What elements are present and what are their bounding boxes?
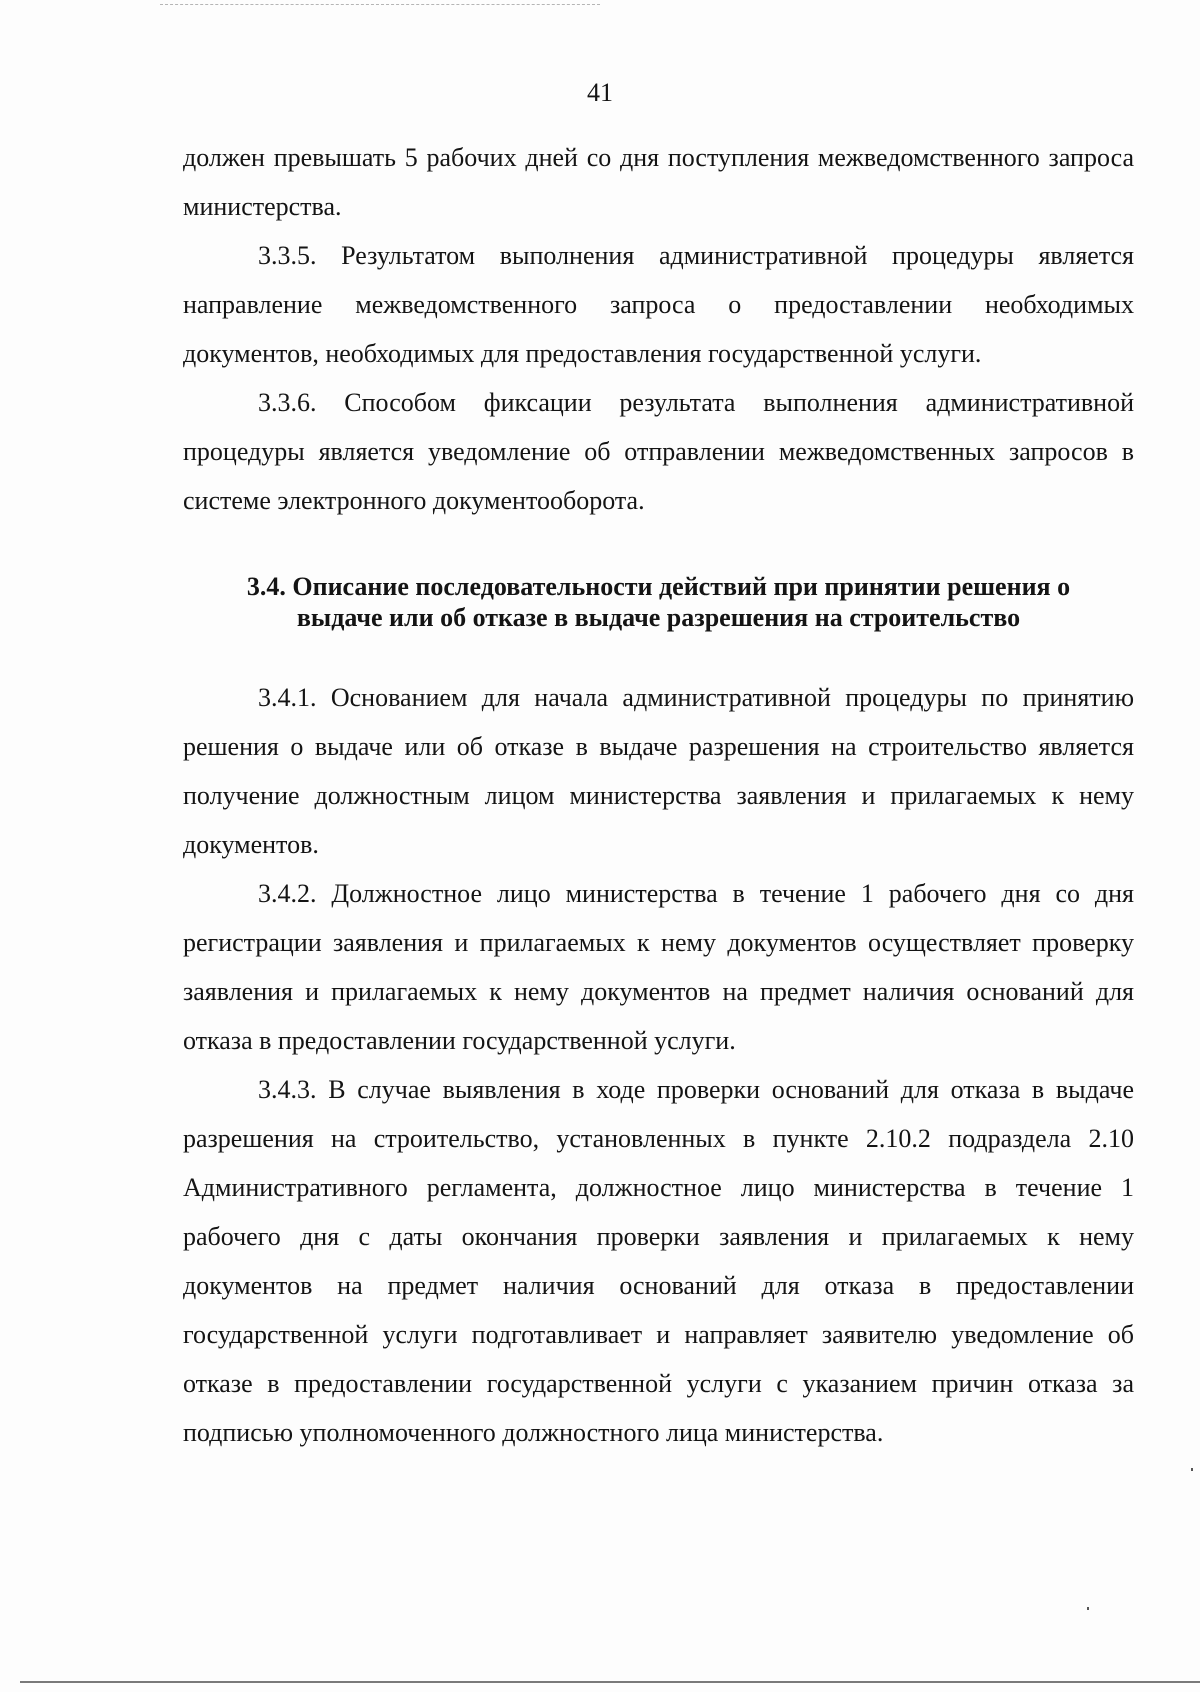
paragraph-continuation: должен превышать 5 рабочих дней со дня поступления межведомственного запроса министерства. — [183, 143, 1134, 221]
scan-edge-bottom — [20, 1681, 1200, 1683]
scan-speck — [1087, 1607, 1089, 1610]
heading-spacer — [183, 633, 1134, 673]
section-heading-line-2: выдаче или об отказе в выдаче разрешения на строительство — [296, 603, 1021, 632]
document-body — [183, 133, 1134, 1457]
paragraph-3-4-2: 3.4.2. Должностное лицо министерства в течение 1 рабочего дня со дня регистрации заявления и прилагаемых к нему документов осуществляет проверку заявления и прилагаемых к нему документов на предмет наличия оснований для отказа в предоставлении государственной услуги. — [183, 879, 1134, 1055]
scan-speck — [1191, 1468, 1193, 1471]
paragraph-3-3-5: 3.3.5. Результатом выполнения административной процедуры является направление межведомственного запроса о предоставлении необходимых документов, необходимых для предоставления государственной услуги. — [183, 241, 1134, 368]
paragraph-3-4-1: 3.4.1. Основанием для начала административной процедуры по принятию решения о выдаче или об отказе в выдаче разрешения на строительство является получение должностным лицом министерства заявления и прилагаемых к нему документов. — [183, 683, 1134, 859]
paragraph-3-3-6: 3.3.6. Способом фиксации результата выполнения административной процедуры является уведомление об отправлении межведомственных запросов в системе электронного документооборота. — [183, 388, 1134, 515]
page-number: 41 — [587, 78, 613, 107]
section-heading-line-1: 3.4. Описание последовательности действий при принятии решения о — [246, 572, 1071, 601]
scan-edge-top — [160, 4, 600, 5]
section-heading-3-4 — [183, 571, 1134, 633]
paragraph-3-4-3: 3.4.3. В случае выявления в ходе проверки оснований для отказа в выдаче разрешения на строительство, установленных в пункте 2.10.2 подраздела 2.10 Административного регламента, должностное лицо министерства в течение 1 рабочего дня с даты окончания проверки заявления и прилагаемых к нему документов на предмет наличия оснований для отказа в предоставлении государственной услуги подготавливает и направляет заявителю уведомление об отказе в предоставлении государственной услуги с указанием причин отказа за подписью уполномоченного должностного лица министерства. — [183, 1075, 1134, 1447]
